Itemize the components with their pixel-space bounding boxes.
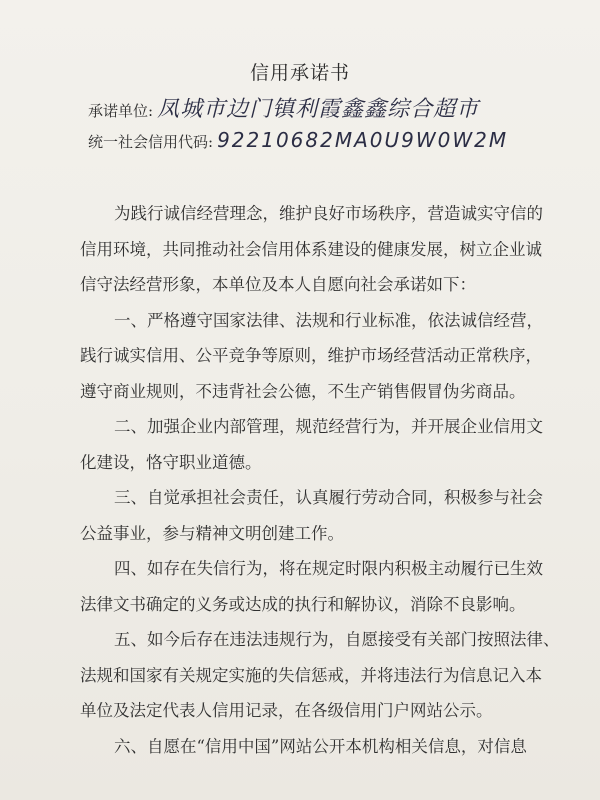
body-line: 一、严格遵守国家法律、法规和行业标准，依法诚信经营， — [114, 310, 543, 330]
body-line: 六、自愿在“信用中国”网站公开本机构相关信息，对信息 — [114, 736, 527, 756]
body-line: 三、自觉承担社会责任，认真履行劳动合同，积极参与社会 — [114, 488, 543, 507]
body-line: 践行诚实信用、公平竞争等原则，维护市场经营活动正常秩序， — [80, 346, 542, 365]
body-line: 五、如今后存在违法违规行为，自愿接受有关部门按照法律、 — [114, 630, 560, 649]
body-line: 信用环境，共同推动社会信用体系建设的健康发展，树立企业诚 — [80, 239, 542, 259]
credit-code-row — [88, 128, 508, 152]
body-line: 单位及法定代表人信用记录，在各级信用门户网站公示。 — [80, 701, 493, 720]
commitment-unit-label: 承诺单位: — [88, 102, 154, 120]
body-line: 遵守商业规则，不违背社会公德，不生产销售假冒伪劣商品。 — [80, 381, 526, 401]
body-line: 法律文书确定的义务或达成的执行和解协议，消除不良影响。 — [80, 594, 526, 614]
body-line: 四、如存在失信行为，将在规定时限内积极主动履行已生效 — [114, 559, 543, 578]
body-line: 信守法经营形象，本单位及本人自愿向社会承诺如下： — [80, 275, 476, 294]
body-line: 二、加强企业内部管理，规范经营行为，并开展企业信用文 — [114, 417, 543, 436]
body-line: 为践行诚信经营理念，维护良好市场秩序，营造诚实守信的 — [114, 204, 543, 223]
commitment-unit-row — [88, 92, 479, 123]
document-body — [80, 196, 560, 764]
body-line: 法规和国家有关规定实施的失信惩戒，并将违法行为信息记入本 — [80, 665, 542, 685]
body-line: 化建设，恪守职业道德。 — [80, 452, 262, 472]
credit-code-label: 统一社会信用代码: — [88, 133, 214, 151]
body-line: 公益事业，参与精神文明创建工作。 — [80, 523, 344, 543]
credit-code-handwritten-value: 92210682MA0U9W0W2M — [217, 128, 509, 152]
commitment-unit-handwritten-value: 凤城市边门镇利霞鑫鑫综合超市 — [157, 97, 480, 122]
document-title: 信用承诺书 — [249, 62, 350, 84]
